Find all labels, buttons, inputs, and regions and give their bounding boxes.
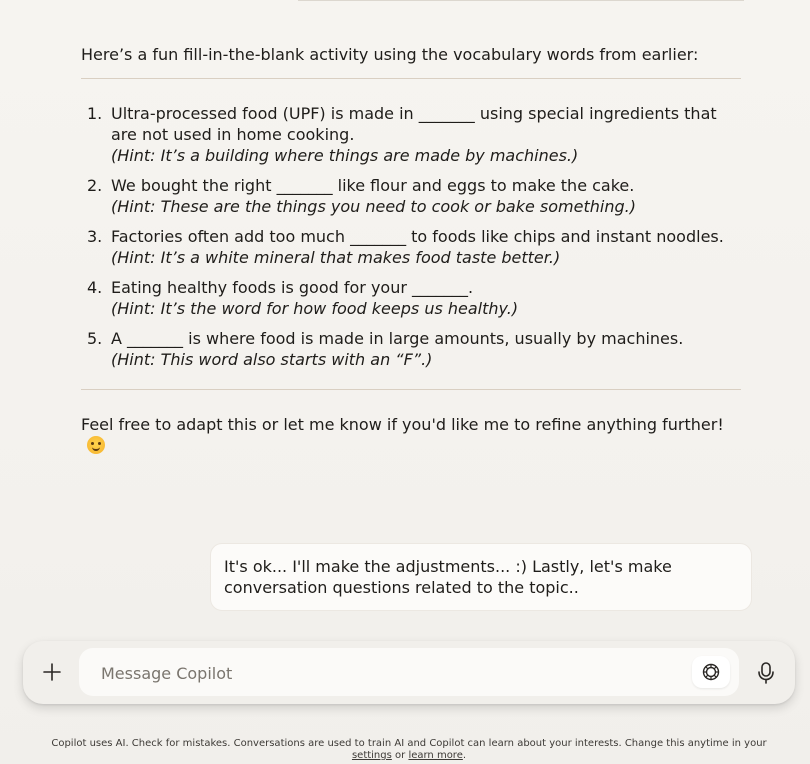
add-attachment-button[interactable] [35, 653, 69, 691]
item-number: 3. [87, 227, 103, 246]
copilot-icon [701, 662, 721, 682]
item-hint: (Hint: These are the things you need to cook or bake something.) [111, 197, 636, 216]
activity-item [81, 277, 741, 319]
item-number: 5. [87, 329, 103, 348]
smiling-face-emoji-icon [87, 436, 105, 454]
divider-bottom [81, 389, 741, 390]
assistant-message [81, 44, 741, 456]
voice-input-button[interactable] [749, 655, 783, 691]
previous-message-divider [298, 0, 744, 1]
activity-item [81, 226, 741, 268]
footer-text-end: . [462, 750, 467, 761]
item-hint: (Hint: It’s a building where things are made by machines.) [111, 146, 579, 165]
item-hint: (Hint: This word also starts with an “F”.) [111, 350, 433, 369]
item-hint: (Hint: It’s a white mineral that makes food taste better.) [111, 248, 561, 267]
settings-link[interactable]: settings [351, 750, 392, 761]
message-input-wrapper [79, 648, 739, 696]
item-text: Ultra-processed food (UPF) is made in _______ using special ingredients that are not used in home cooking. [111, 104, 717, 144]
message-composer [23, 641, 795, 704]
item-text: A _______ is where food is made in large amounts, usually by machines. [111, 329, 684, 348]
message-input[interactable] [99, 648, 663, 698]
activity-item [81, 175, 741, 217]
item-hint: (Hint: It’s the word for how food keeps us healthy.) [111, 299, 519, 318]
closing-text: Feel free to adapt this or let me know if you'd like me to refine anything further! [81, 415, 724, 434]
assistant-intro: Here’s a fun fill-in-the-blank activity using the vocabulary words from earlier: [81, 45, 699, 64]
footer-text: Copilot uses AI. Check for mistakes. Conversations are used to train AI and Copilot can learn about your interests. Change this anytime in your [51, 738, 767, 749]
item-number: 1. [87, 104, 103, 123]
plus-icon [42, 662, 62, 682]
item-text: We bought the right _______ like flour and eggs to make the cake. [111, 176, 635, 195]
item-text: Factories often add too much _______ to foods like chips and instant noodles. [111, 227, 724, 246]
activity-item [81, 103, 741, 166]
activity-list [81, 103, 741, 370]
item-number: 2. [87, 176, 103, 195]
assistant-closing [81, 414, 741, 456]
copilot-mode-button[interactable] [692, 656, 730, 688]
learn-more-link[interactable]: learn more [408, 750, 463, 761]
item-text: Eating healthy foods is good for your _______. [111, 278, 474, 297]
disclaimer-footer [40, 738, 778, 762]
divider-top [81, 78, 741, 79]
item-number: 4. [87, 278, 103, 297]
user-message-text: It's ok... I'll make the adjustments... :) Lastly, let's make conversation questions related to the topic.. [224, 557, 672, 597]
user-message-bubble [210, 543, 752, 611]
activity-item [81, 328, 741, 370]
microphone-icon [756, 661, 776, 685]
footer-text-middle: or [391, 750, 409, 761]
